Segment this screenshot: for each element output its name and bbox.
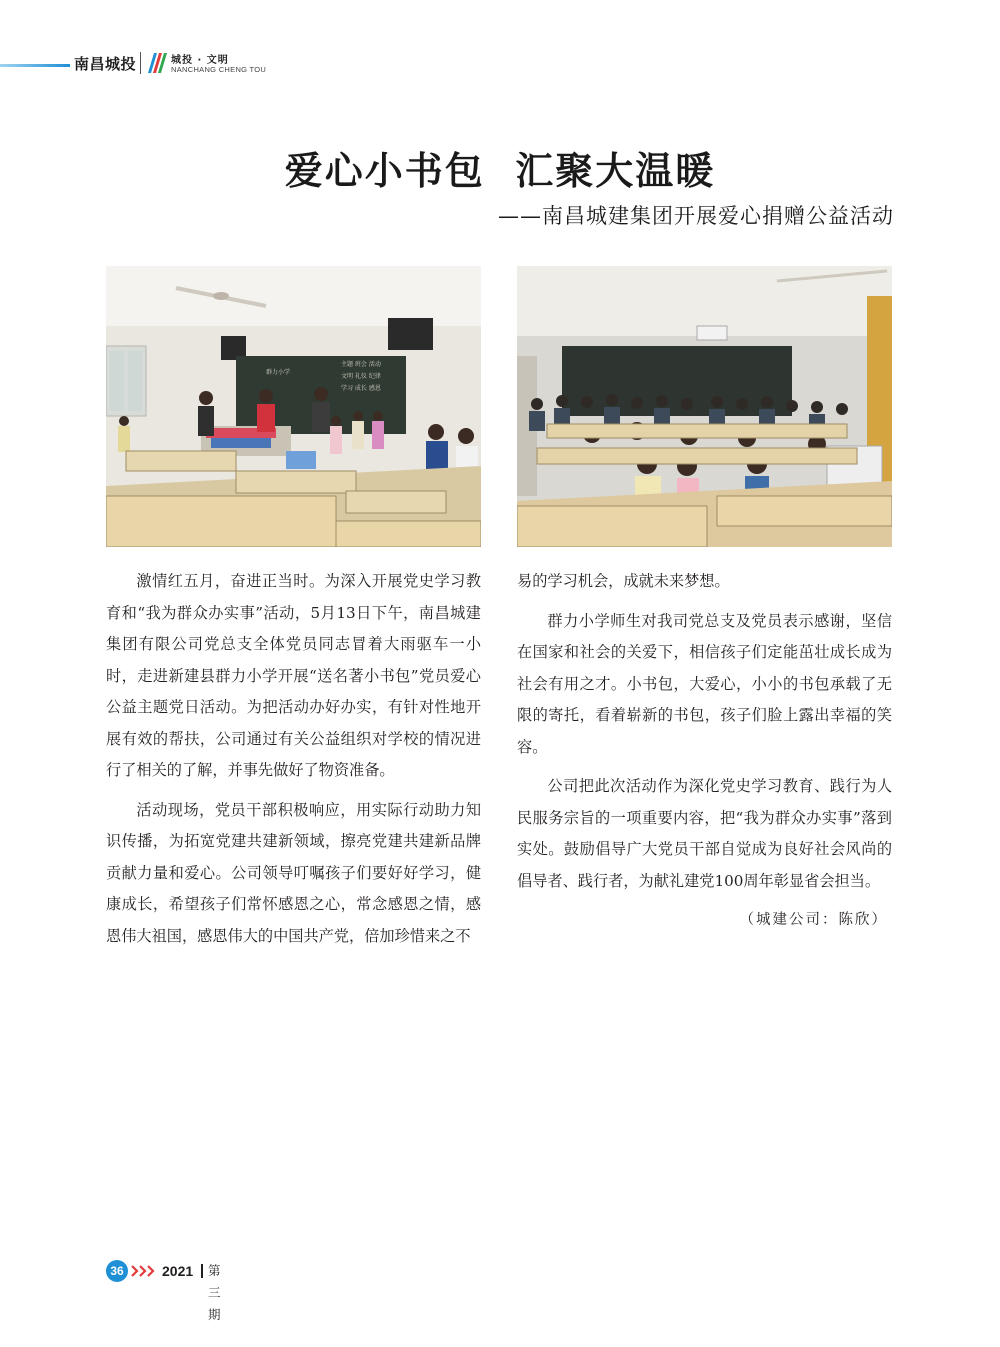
footer-divider xyxy=(201,1264,203,1278)
paragraph-2: 活动现场，党员干部积极响应，用实际行动助力知识传播，为拓宽党建共建新领域，擦亮党建共建新品牌贡献力量和爱心。公司领导叮嘱孩子们要好好学习，健康成长，希望孩子们常怀感恩之心，常念感恩之情，感恩伟大祖国，感恩伟大的中国共产党，倍加珍惜来之不 xyxy=(106,800,481,945)
svg-text:群力小学: 群力小学 xyxy=(266,369,291,376)
chengtou-logo-icon xyxy=(146,51,168,75)
paragraph-1: 激情红五月，奋进正当时。为深入开展党史学习教育和“我为群众办实事”活动，5月13日下午，南昌城建集团有限公司党总支全体党员同志冒着大雨驱车一小时，走进新建县群力小学开展“送名著小书包”党员爱心公益主题党日活动。为把活动办好办实，有针对性地开展有效的帮扶，公司通过有关公益组织对学校的情况进行了相关的了解，并事先做好了物资准备。 xyxy=(106,572,481,779)
svg-text:学习 成长 感恩: 学习 成长 感恩 xyxy=(341,385,381,392)
article-title: 爱心小书包 汇聚大温暖 xyxy=(284,149,716,193)
paragraph-4: 公司把此次活动作为深化党史学习教育、践行为人民服务宗旨的一项重要内容，把“我为群众办实事”落到实处。鼓励倡导广大党员干部自觉成为良好社会风尚的倡导者、践行者，为献礼建党100周年彰显省会担当。 xyxy=(517,777,892,890)
article-left-column xyxy=(106,566,481,960)
header-slogan: 城投 · 文明 xyxy=(171,55,229,66)
paragraph-2-continuation: 易的学习机会，成就未来梦想。 xyxy=(517,572,730,590)
article-signature: （城建公司：陈欣） xyxy=(739,912,888,928)
page-number: 36 xyxy=(106,1260,128,1282)
header-brand: 南昌城投 xyxy=(74,55,137,73)
classroom-donation-photo xyxy=(106,266,481,547)
header-slogan-en: NANCHANG CHENG TOU xyxy=(171,65,267,74)
svg-text:主题 班会 活动: 主题 班会 活动 xyxy=(341,361,381,368)
classroom-students-photo xyxy=(517,266,892,547)
svg-text:文明 礼仪 纪律: 文明 礼仪 纪律 xyxy=(341,373,381,380)
article-subtitle: ——南昌城建集团开展爱心捐赠公益活动 xyxy=(498,204,894,228)
header-accent-line xyxy=(0,64,70,67)
header-divider xyxy=(140,52,141,74)
paragraph-3: 群力小学师生对我司党总支及党员表示感谢，坚信在国家和社会的关爱下，相信孩子们定能茁壮成长成为社会有用之才。小书包，大爱心，小小的书包承载了无限的寄托，看着崭新的书包，孩子们脸上露出幸福的笑容。 xyxy=(517,611,892,756)
issue-number: 第三期 xyxy=(208,1263,221,1322)
article-right-column xyxy=(517,566,892,937)
issue-year: 2021 xyxy=(162,1263,194,1279)
